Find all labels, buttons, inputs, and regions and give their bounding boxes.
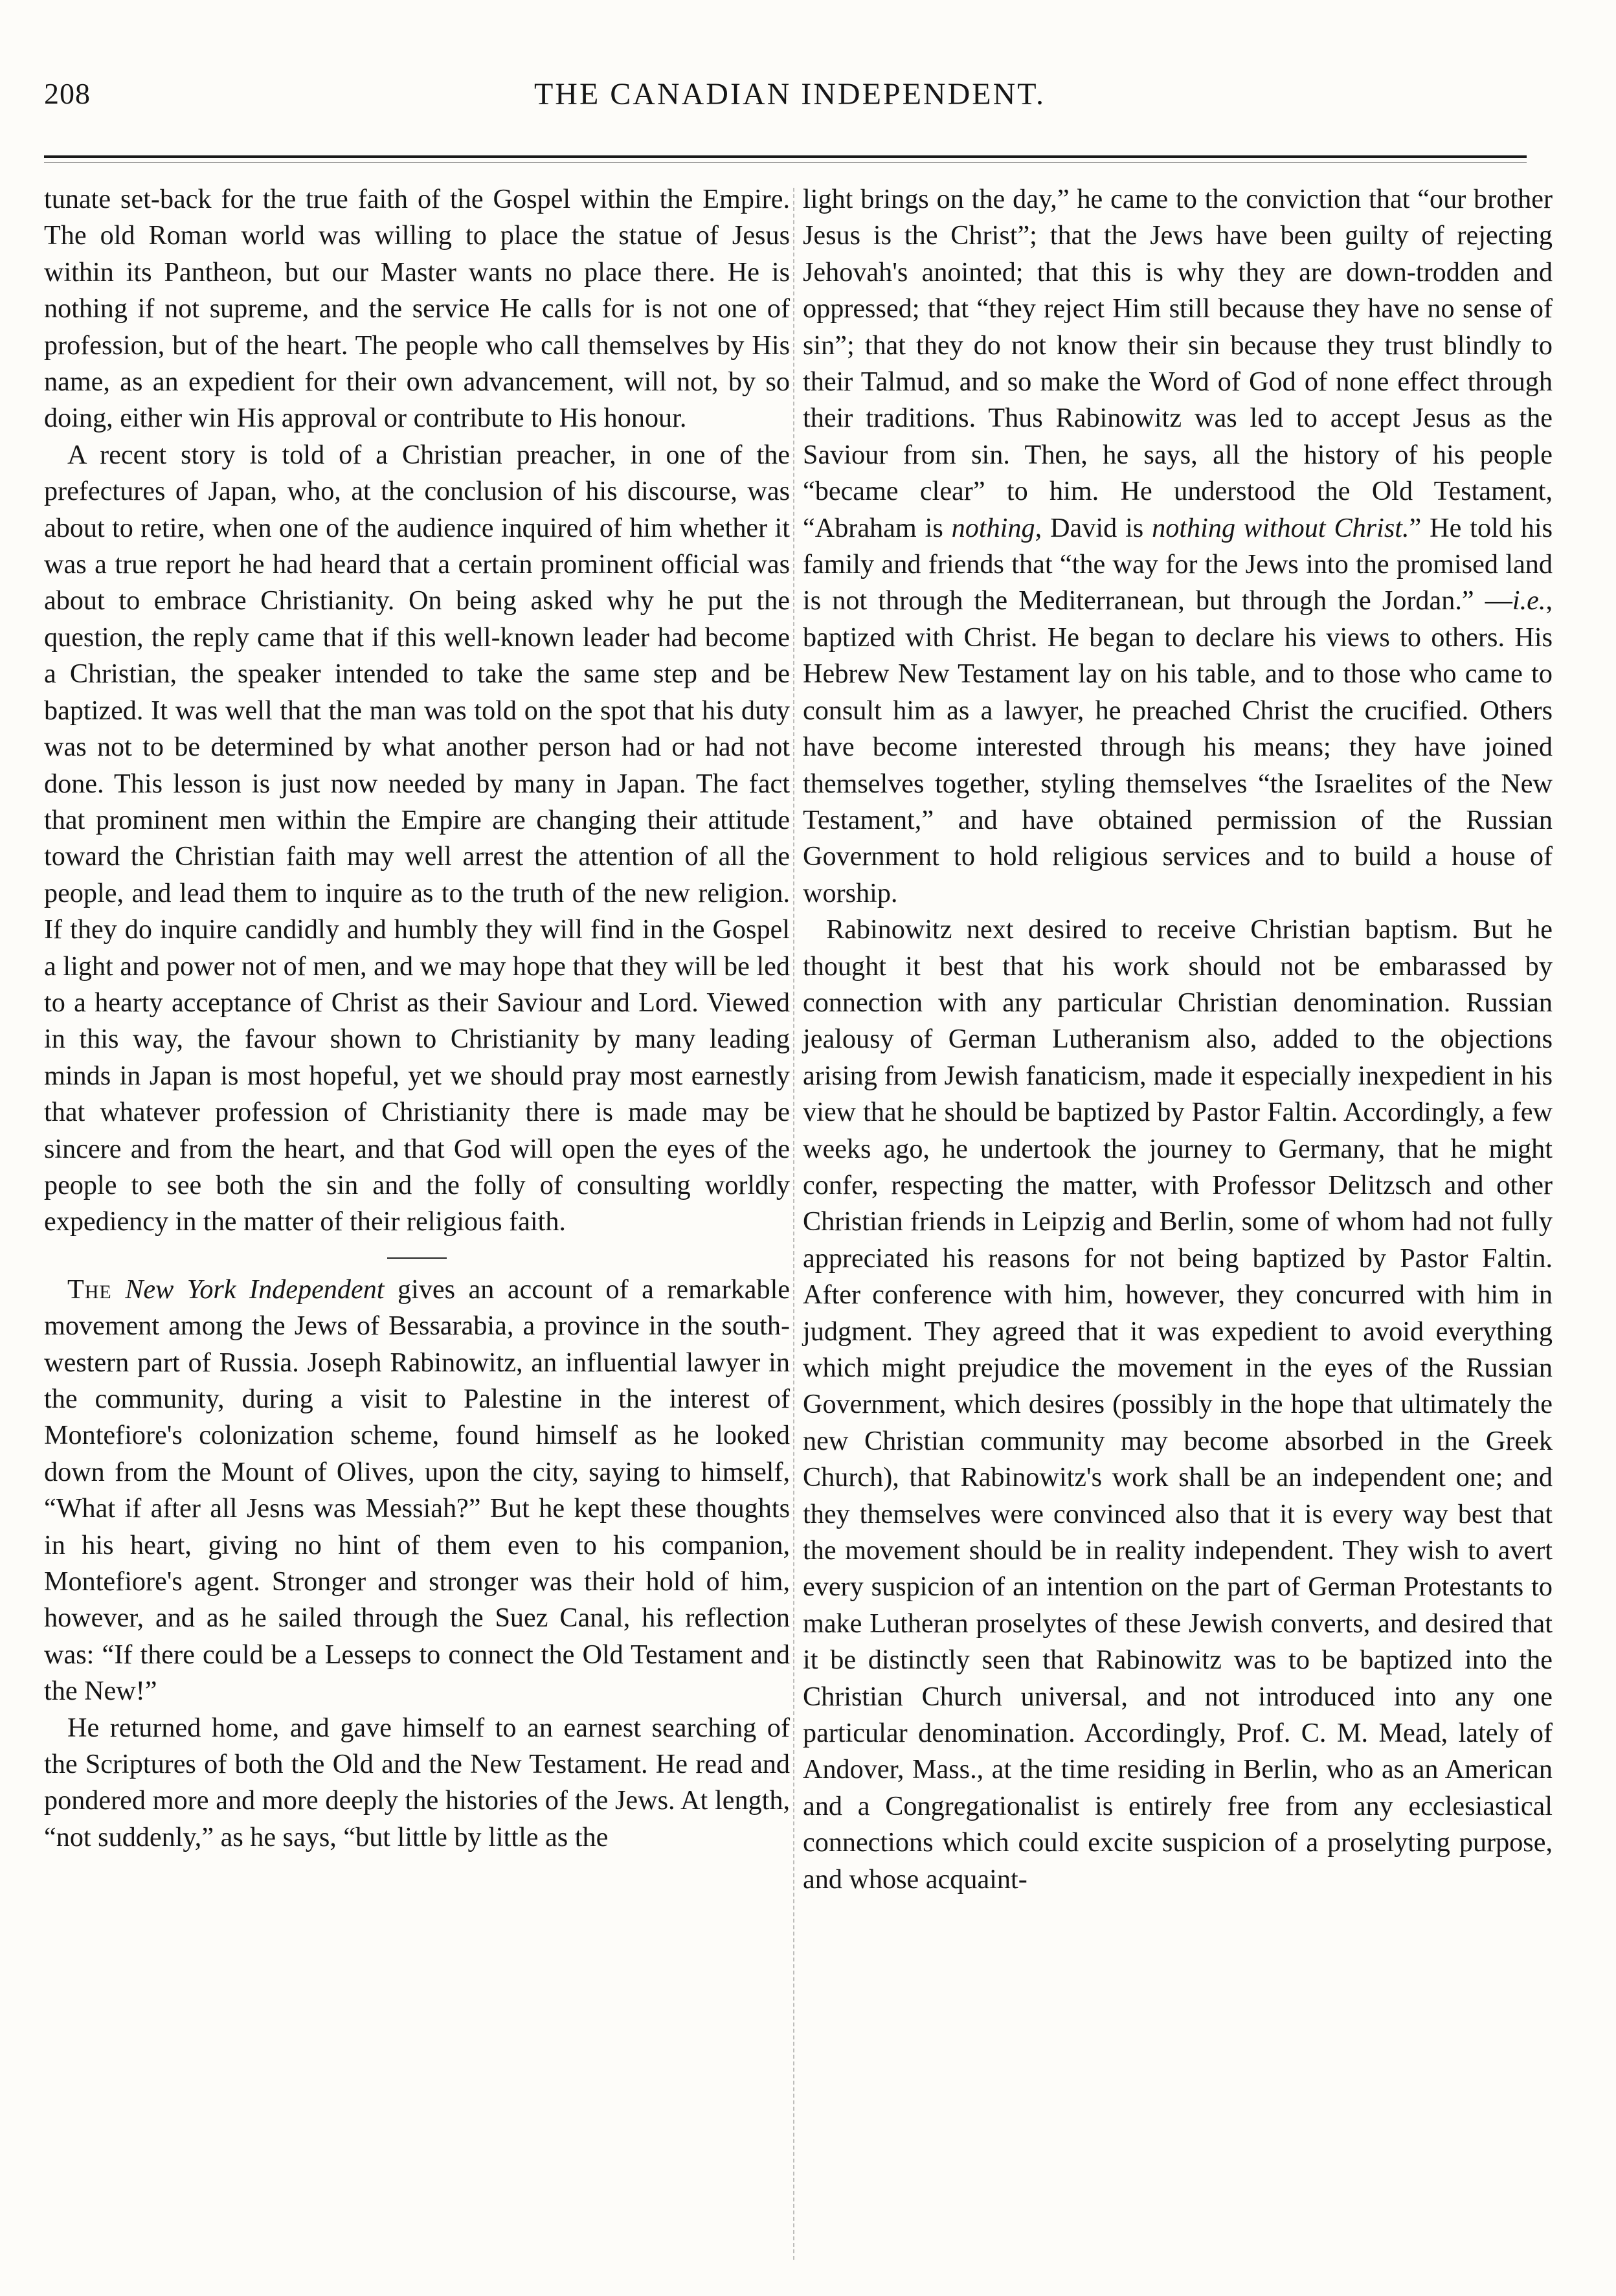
paragraph: Rabinowitz next desired to receive Christian baptism. But he thought it best that his work should not be embarassed by connection with any particular Christian denomination. Russian jealousy of German Lutheranism also, added to the objections arising from Jewish fanaticism, made it especially inexpedient in his view that he should be baptized by Pastor Faltin. Accordingly, a few weeks ago, he undertook the journey to Germany, that he might confer, respecting the matter, with Professor Delitzsch and other Christian friends in Leipzig and Berlin, some of whom had not fully appreciated his reasons for not being baptized by Pastor Faltin. After conference with him, however, they concurred with him in judgment. They agreed that it was expedient to avoid everything which might prejudice the movement in the eyes of the Russian Government, which desires (possibly in the hope that ultimately the new Christian community may become absorbed in the Greek Church), that Rabinowitz's work shall be an independent one; and they themselves were convinced also that it is every way best that the movement should be in reality independent. They wish to avert every suspicion of an intention on the part of German Protestants to make Lutheran proselytes of these Jewish converts, and desired that it be distinctly seen that Rabinowitz was to be baptized into the Christian Church universal, and not introduced into any one particular denomination. Accordingly, Prof. C. M. Mead, lately of Andover, Mass., at the time residing in Berlin, who as an American and a Congregationalist is entirely free from any ecclesiastical connections which could excite suspicion of a proselyting purpose, and whose acquaint-	[803, 914, 1553, 1895]
italic-text: nothing,	[951, 512, 1042, 543]
italic-text: i.e.	[1512, 585, 1546, 616]
paragraph-text: light brings on the day,” he came to the conviction that “our brother Jesus is the Christ”; that the Jews have been guilty of rejecting Jehovah's anointed; that this is why they are down-trodden and oppressed; that “they reject Him still because they have no sense of sin”; that they do not know their sin because they trust blindly to their Talmud, and so make the Word of God of none effect through their traditions. Thus Rabinowitz was led to accept Jesus as the Saviour from sin. Then, he says, all the history of his people “became clear” to him. He understood the Old Testament, “Abraham is	[803, 184, 1553, 543]
paragraph	[44, 1272, 790, 1710]
paragraph-text: David is	[1050, 512, 1144, 543]
right-column	[803, 181, 1553, 1898]
publication-title: New York Independent	[125, 1274, 385, 1305]
paragraph: tunate set-back for the true faith of the Gospel within the Empire. The old Roman world was willing to place the statue of Jesus within its Pantheon, but our Master wants no place there. He is nothing if not supreme, and the service He calls for is not one of profession, but of the heart. The people who call themselves by His name, as an expedient for their own advancement, will not, by so doing, either win His approval or contribute to His honour.	[44, 184, 790, 434]
running-title: THE CANADIAN INDEPENDENT.	[533, 77, 1046, 111]
paragraph-text: , baptized with Christ. He began to declare his views to others. His Hebrew New Testament lay on his table, and to those who came to consult him as a lawyer, he preached Christ the crucified. Others have become interested through his means; they have joined themselves together, styling themselves “the Israelites of the New Testament,” and have obtained permission of the Russian Government to hold religious services and to build a house of worship.	[803, 585, 1553, 908]
page-header	[39, 76, 1541, 122]
page-number: 208	[44, 77, 91, 110]
section-separator	[387, 1257, 447, 1259]
paragraph	[803, 181, 1553, 912]
paragraph: A recent story is told of a Christian preacher, in one of the prefectures of Japan, who, at the conclusion of his discourse, was about to retire, when one of the audience inquired of him whether it was a true report he had heard that a certain prominent official was about to embrace Christianity. On being asked why he put the question, the reply came that if this well-known leader had become a Christian, the speaker intended to take the same step and be baptized. It was well that the man was told on the spot that his duty was not to be determined by what another person had or had not done. This lesson is just now needed by many in Japan. The fact that prominent men within the Empire are changing their attitude toward the Christian faith may well arrest the attention of all the people, and lead them to inquire as to the truth of the new religion. If they do inquire candidly and humbly they will find in the Gospel a light and power not of men, and we may hope that they will be led to a hearty acceptance of Christ as their Saviour and Lord. Viewed in this way, the favour shown to Christianity by many leading minds in Japan is most hopeful, yet we should pray most earnestly that whatever profession of Christianity there is made may be sincere and from the heart, and that God will open the eyes of the people to see both the sin and the folly of consulting worldly expediency in the matter of their religious faith.	[44, 439, 790, 1237]
column-divider	[793, 188, 794, 2260]
paragraph: He returned home, and gave himself to an earnest searching of the Scriptures of both the Old and the New Testament. He read and pondered more and more deeply the histories of the Jews. At length, “not suddenly,” as he says, “but little by little as the	[44, 1712, 790, 1852]
header-rule-thin	[44, 162, 1527, 163]
paragraph-text: gives an account of a remarkable movement among the Jews of Bessarabia, a province in the south-western part of Russia. Joseph Rabinowitz, an influential lawyer in the community, during a visit to Palestine in the interest of Montefiore's colonization scheme, found himself as he looked down from the Mount of Olives, upon the city, saying to himself, “What if after all Jesns was Messiah?” But he kept these thoughts in his heart, giving no hint of them even to his companion, Montefiore's agent. Stronger and stronger was their hold of him, however, and as he sailed through the Suez Canal, his reflection was: “If there could be a Lesseps to connect the Old Testament and the New!”	[44, 1274, 791, 1707]
left-column	[44, 181, 790, 1856]
paragraph-text: ” He told his family and friends that “the way for the Jews into the promised land is not through the Mediterranean, but through the Jordan.” —	[803, 512, 1553, 616]
lead-word: The	[67, 1274, 112, 1305]
header-rule	[44, 155, 1527, 158]
italic-text: nothing without Christ.	[1152, 512, 1409, 543]
